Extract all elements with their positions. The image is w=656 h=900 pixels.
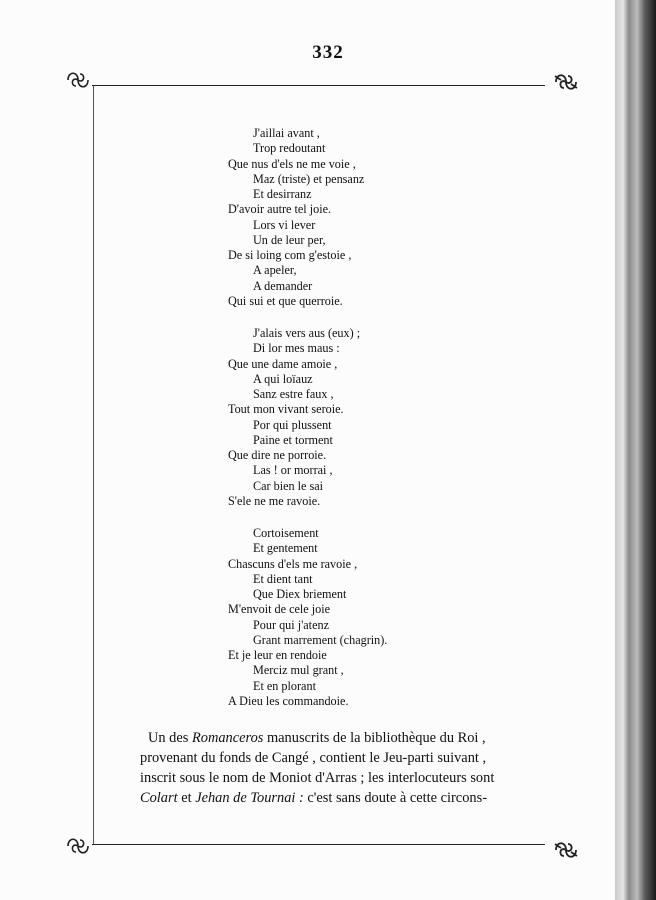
poem-line: Et en plorant bbox=[253, 678, 316, 693]
prose-line: Colart et Jehan de Tournai : c'est sans doute à cette circons- bbox=[140, 790, 487, 806]
poem-line: Lors vi lever bbox=[253, 217, 316, 232]
poem-line: Et gentement bbox=[253, 541, 318, 556]
poem-line: Que dire ne porroie. bbox=[228, 448, 327, 462]
stanza-gap bbox=[228, 309, 548, 326]
left-rule bbox=[93, 86, 94, 844]
stanza-gap bbox=[228, 509, 548, 526]
poem-line: Que nus d'els ne me voie , bbox=[228, 156, 356, 171]
corner-flourish-icon bbox=[552, 838, 580, 862]
prose-paragraph bbox=[140, 728, 512, 808]
poem-line: Que Diex briement bbox=[253, 587, 347, 601]
poem-line: Por qui plussent bbox=[253, 417, 332, 432]
corner-flourish-icon bbox=[64, 834, 92, 858]
page-edge-shadow bbox=[615, 0, 656, 900]
poem-line: Que une dame amoie , bbox=[228, 356, 338, 371]
poem-line: Di lor mes maus : bbox=[253, 341, 340, 356]
poem-line: A demander bbox=[253, 278, 313, 293]
poem-line: Un de leur per, bbox=[253, 232, 326, 247]
prose-line: Un des Romanceros manuscrits de la bibliothèque du Roi , bbox=[148, 730, 486, 746]
poem-line: Grant marrement (chagrin). bbox=[253, 632, 388, 647]
poem-line: Pour qui j'atenz bbox=[253, 617, 329, 632]
poem-line: D'avoir autre tel joie. bbox=[228, 202, 332, 217]
poem-line: A apeler, bbox=[253, 263, 297, 278]
poem-line: J'alais vers aus (eux) ; bbox=[253, 326, 361, 340]
poem bbox=[228, 126, 548, 709]
poem-line: M'envoit de cele joie bbox=[228, 602, 331, 617]
poem-line: A Dieu les commandoie. bbox=[228, 693, 349, 708]
prose-line: provenant du fonds de Cangé , contient le Jeu-parti suivant , bbox=[140, 750, 487, 766]
poem-line: Las ! or morrai , bbox=[253, 463, 333, 478]
poem-line: Tout mon vivant seroie. bbox=[228, 402, 344, 417]
poem-line: Sanz estre faux , bbox=[253, 387, 334, 401]
poem-line: J'aillai avant , bbox=[253, 126, 320, 140]
page-number: 332 bbox=[312, 42, 344, 63]
poem-line: Cortoisement bbox=[253, 526, 319, 540]
poem-line: Paine et torment bbox=[253, 432, 333, 447]
poem-line: Et desirranz bbox=[253, 187, 312, 201]
poem-line: De si loing com g'estoie , bbox=[228, 248, 352, 262]
poem-line: Car bien le sai bbox=[253, 478, 324, 493]
poem-line: Trop redoutant bbox=[253, 141, 326, 156]
poem-line: Merciz mul grant , bbox=[253, 663, 344, 678]
corner-flourish-icon bbox=[552, 70, 580, 94]
prose-line: inscrit sous le nom de Moniot d'Arras ; les interlocuteurs sont bbox=[140, 770, 495, 786]
poem-line: S'ele ne me ravoie. bbox=[228, 493, 321, 508]
poem-line: Et dient tant bbox=[253, 571, 313, 586]
poem-line: Chascuns d'els me ravoie , bbox=[228, 556, 358, 571]
poem-line: A qui loïauz bbox=[253, 371, 313, 386]
bottom-rule bbox=[92, 844, 545, 845]
poem-line: Qui sui et que querroie. bbox=[228, 293, 343, 308]
poem-line: Et je leur en rendoie bbox=[228, 648, 327, 662]
corner-flourish-icon bbox=[64, 68, 92, 92]
poem-line: Maz (triste) et pensanz bbox=[253, 171, 365, 186]
top-rule bbox=[92, 85, 545, 86]
